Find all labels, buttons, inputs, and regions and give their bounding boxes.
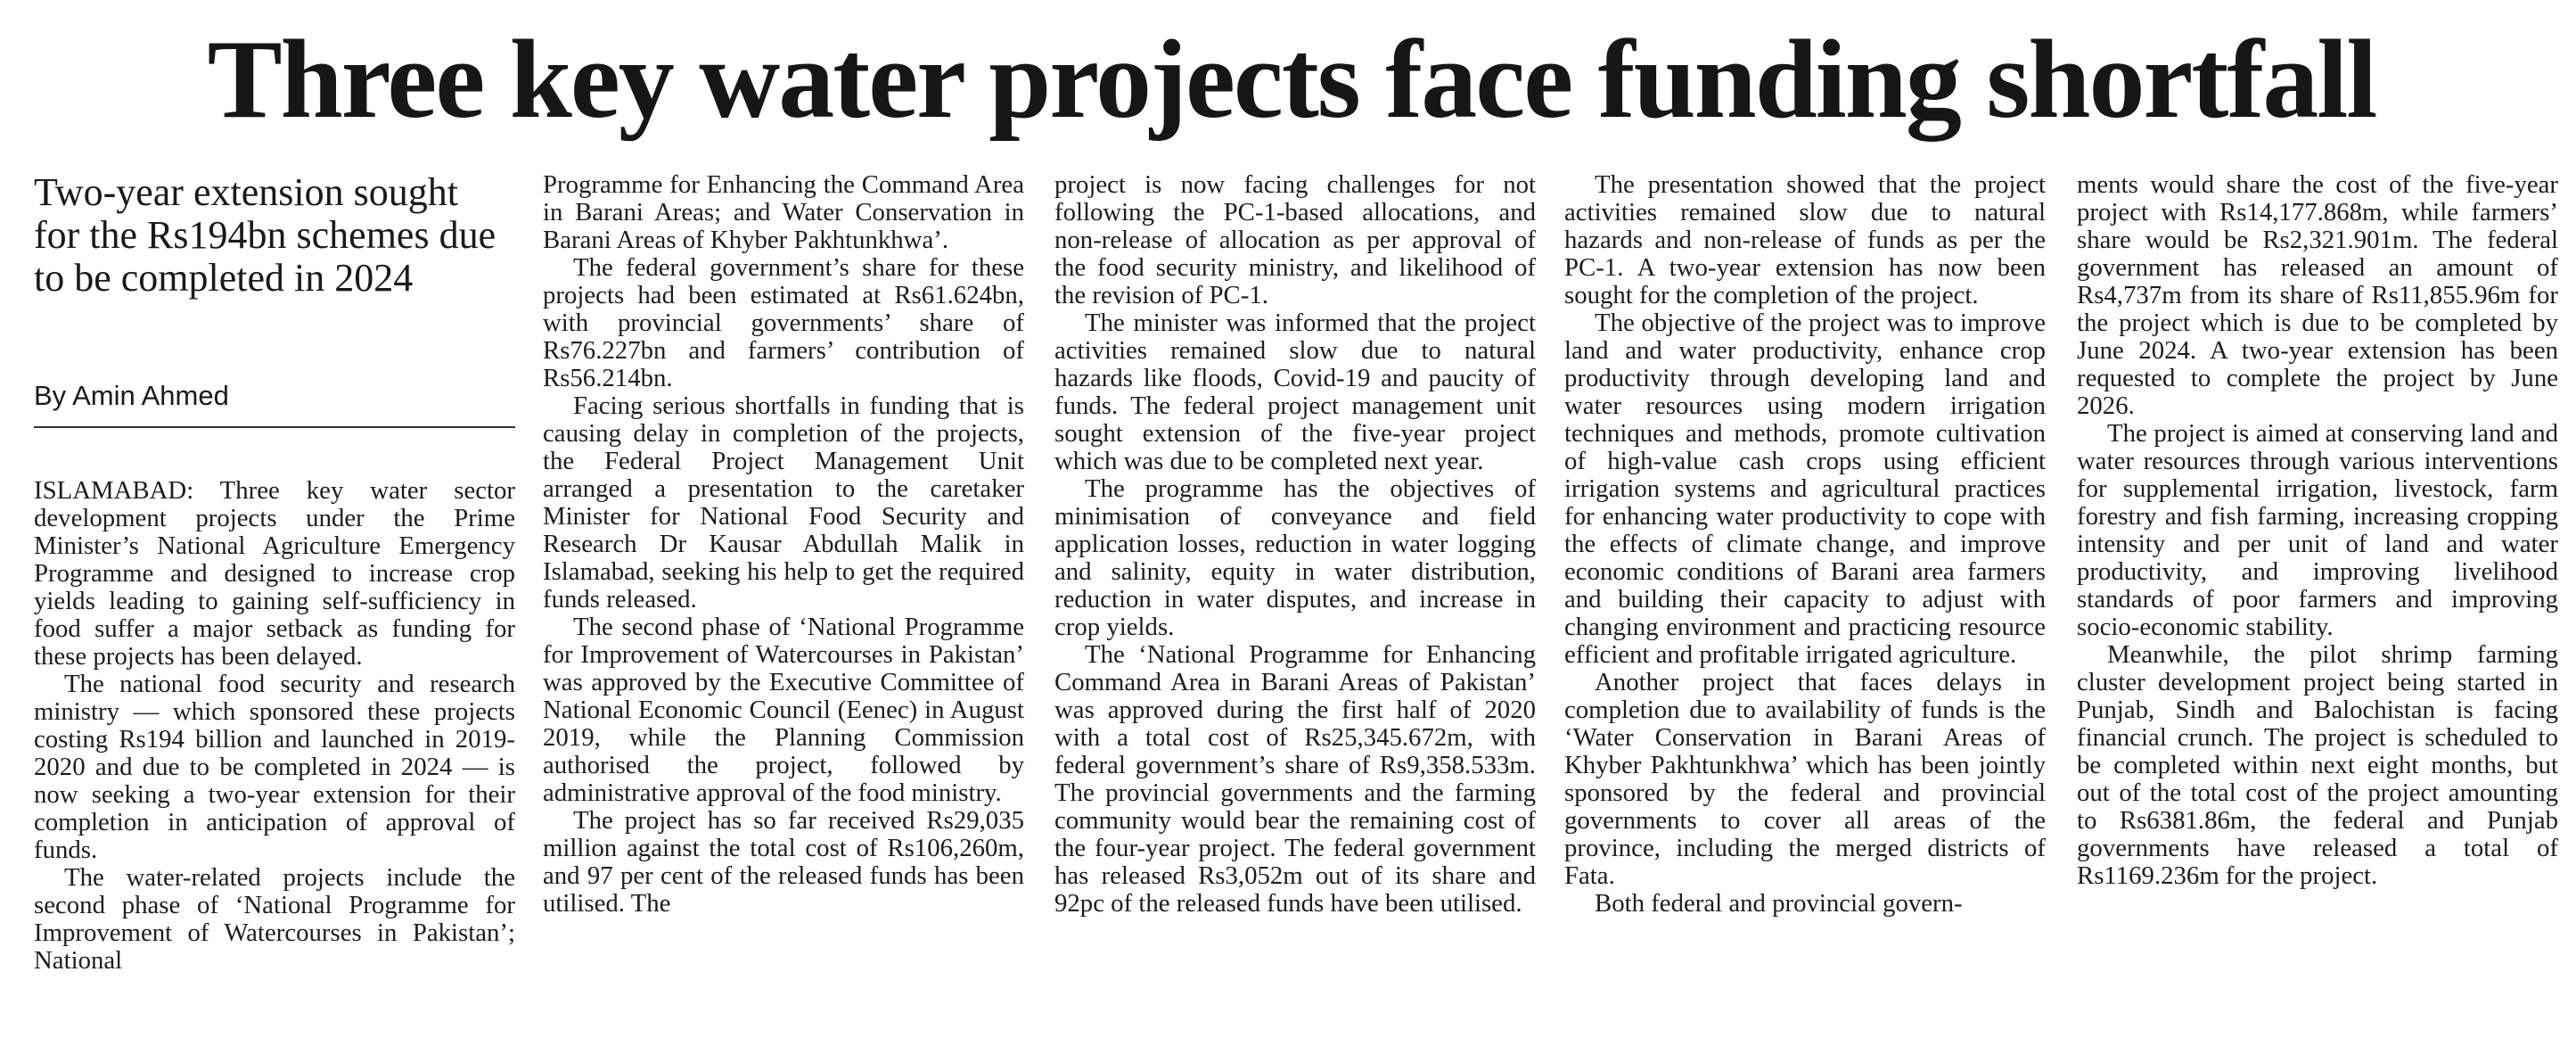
article-column-5 (2077, 171, 2558, 890)
paragraph: The project has so far received Rs29,035 million against the total cost of Rs106,260m, and 97 per cent of the released funds has been utilised. The (543, 806, 1024, 918)
headline: Three key water projects face funding shortfall (207, 18, 2376, 142)
paragraph: The programme has the objectives of minimisation of conveyance and field application losses, reduction in water logging and salinity, equity in water distribution, reduction in water disputes, and increase in crop yields. (1054, 474, 1536, 641)
article-column-3 (1054, 171, 1536, 918)
paragraph: The minister was informed that the project activities remained slow due to natural hazards like floods, Covid-19 and paucity of funds. The federal project management unit sought extension of the five-year project which was due to be completed next year. (1054, 309, 1536, 475)
paragraph: Both federal and provincial govern- (1595, 889, 1963, 918)
article-column-2 (543, 171, 1024, 918)
paragraph: Facing serious shortfalls in funding that is causing delay in completion of the projects, the Federal Project Management Unit arranged a presentation to the caretaker Minister for National Food Security and Research Dr Kausar Abdullah Malik in Islamabad, seeking his help to get the required funds released. (543, 391, 1024, 614)
paragraph: The second phase of ‘National Programme for Improvement of Watercourses in Pakistan’ was approved by the Executive Committee of National Economic Council (Eenec) in August 2019, while the Planning Commission authorised the project, followed by administrative approval of the food ministry. (543, 613, 1024, 807)
paragraph: The ‘National Programme for Enhancing Command Area in Barani Areas of Pakistan’ was approved during the first half of 2020 with a total cost of Rs25,345.672m, with federal government’s share of Rs9,358.533m. The provincial governments and the farming community would bear the remaining cost of the four-year project. The federal government has released Rs3,052m out of its share and 92pc of the released funds have been utilised. (1054, 640, 1536, 918)
article-column-1 (34, 477, 515, 975)
paragraph: ments would share the cost of the five-year project with Rs14,177.868m, while farmers’ share would be Rs2,321.901m. The federal government has released an amount of Rs4,737m from its share of Rs11,855.96m for the project which is due to be completed by June 2024. A two-year extension has been requested to complete the project by June 2026. (2077, 170, 2558, 420)
paragraph: Another project that faces delays in completion due to availability of funds is the ‘Water Conservation in Barani Areas of Khyber Pakhtunkhwa’ which has been jointly sponsored by the federal and provincial governments to cover all areas of the province, including the merged districts of Fata. (1564, 668, 2046, 890)
paragraph: The project is aimed at conserving land and water resources through various interventions for supplemental irrigation, livestock, farm forestry and fish farming, increasing cropping intensity and per unit of land and water productivity, and improving livelihood standards of poor farmers and improving socio-economic stability. (2077, 419, 2558, 641)
paragraph: project is now facing challenges for not following the PC-1-based allocations, and non-release of allocation as per approval of the food security ministry, and likelihood of the revision of PC-1. (1054, 170, 1536, 309)
paragraph: The objective of the project was to improve land and water productivity, enhance crop productivity through developing land and water resources using modern irrigation techniques and methods, promote cultivation of high-value cash crops using efficient irrigation systems and agricultural practices for enhancing water productivity to cope with the effects of climate change, and improve economic conditions of Barani area farmers and building their capacity to adjust with changing environment and practicing resource efficient and profitable irrigated agriculture. (1564, 309, 2046, 669)
paragraph: The water-related projects include the second phase of ‘National Programme for Improvement of Watercourses in Pakistan’; National (34, 863, 515, 975)
paragraph: The federal government’s share for these projects had been estimated at Rs61.624bn, with provincial governments’ share of Rs76.227bn and farmers’ contribution of Rs56.214bn. (543, 253, 1024, 392)
article-column-4 (1564, 171, 2046, 918)
paragraph: Meanwhile, the pilot shrimp farming cluster development project being started in Punjab, Sindh and Balochistan is facing financial crunch. The project is scheduled to be completed within next eight months, but out of the total cost of the project amounting to Rs6381.86m, the federal and Punjab governments have released a total of Rs1169.236m for the project. (2077, 640, 2558, 890)
paragraph: The national food security and research ministry — which sponsored these projects costing Rs194 billion and launched in 2019-2020 and due to be completed in 2024 — is now seeking a two-year extension for their completion in anticipation of approval of funds. (34, 670, 515, 864)
paragraph: ISLAMABAD: Three key water sector development projects under the Prime Minister’s National Agriculture Emergency Programme and designed to increase crop yields leading to gaining self-sufficiency in food suffer a major setback as funding for these projects has been delayed. (34, 476, 515, 671)
subheadline-deck: Two-year extension sought for the Rs194bn schemes due to be completed in 2024 (34, 170, 496, 300)
byline: By Amin Ahmed (34, 380, 515, 428)
paragraph: The presentation showed that the project activities remained slow due to natural hazards and non-release of funds as per the PC-1. A two-year extension has now been sought for the completion of the project. (1564, 170, 2046, 309)
paragraph: Programme for Enhancing the Command Area in Barani Areas; and Water Conservation in Barani Areas of Khyber Pakhtunkhwa’. (543, 170, 1024, 254)
